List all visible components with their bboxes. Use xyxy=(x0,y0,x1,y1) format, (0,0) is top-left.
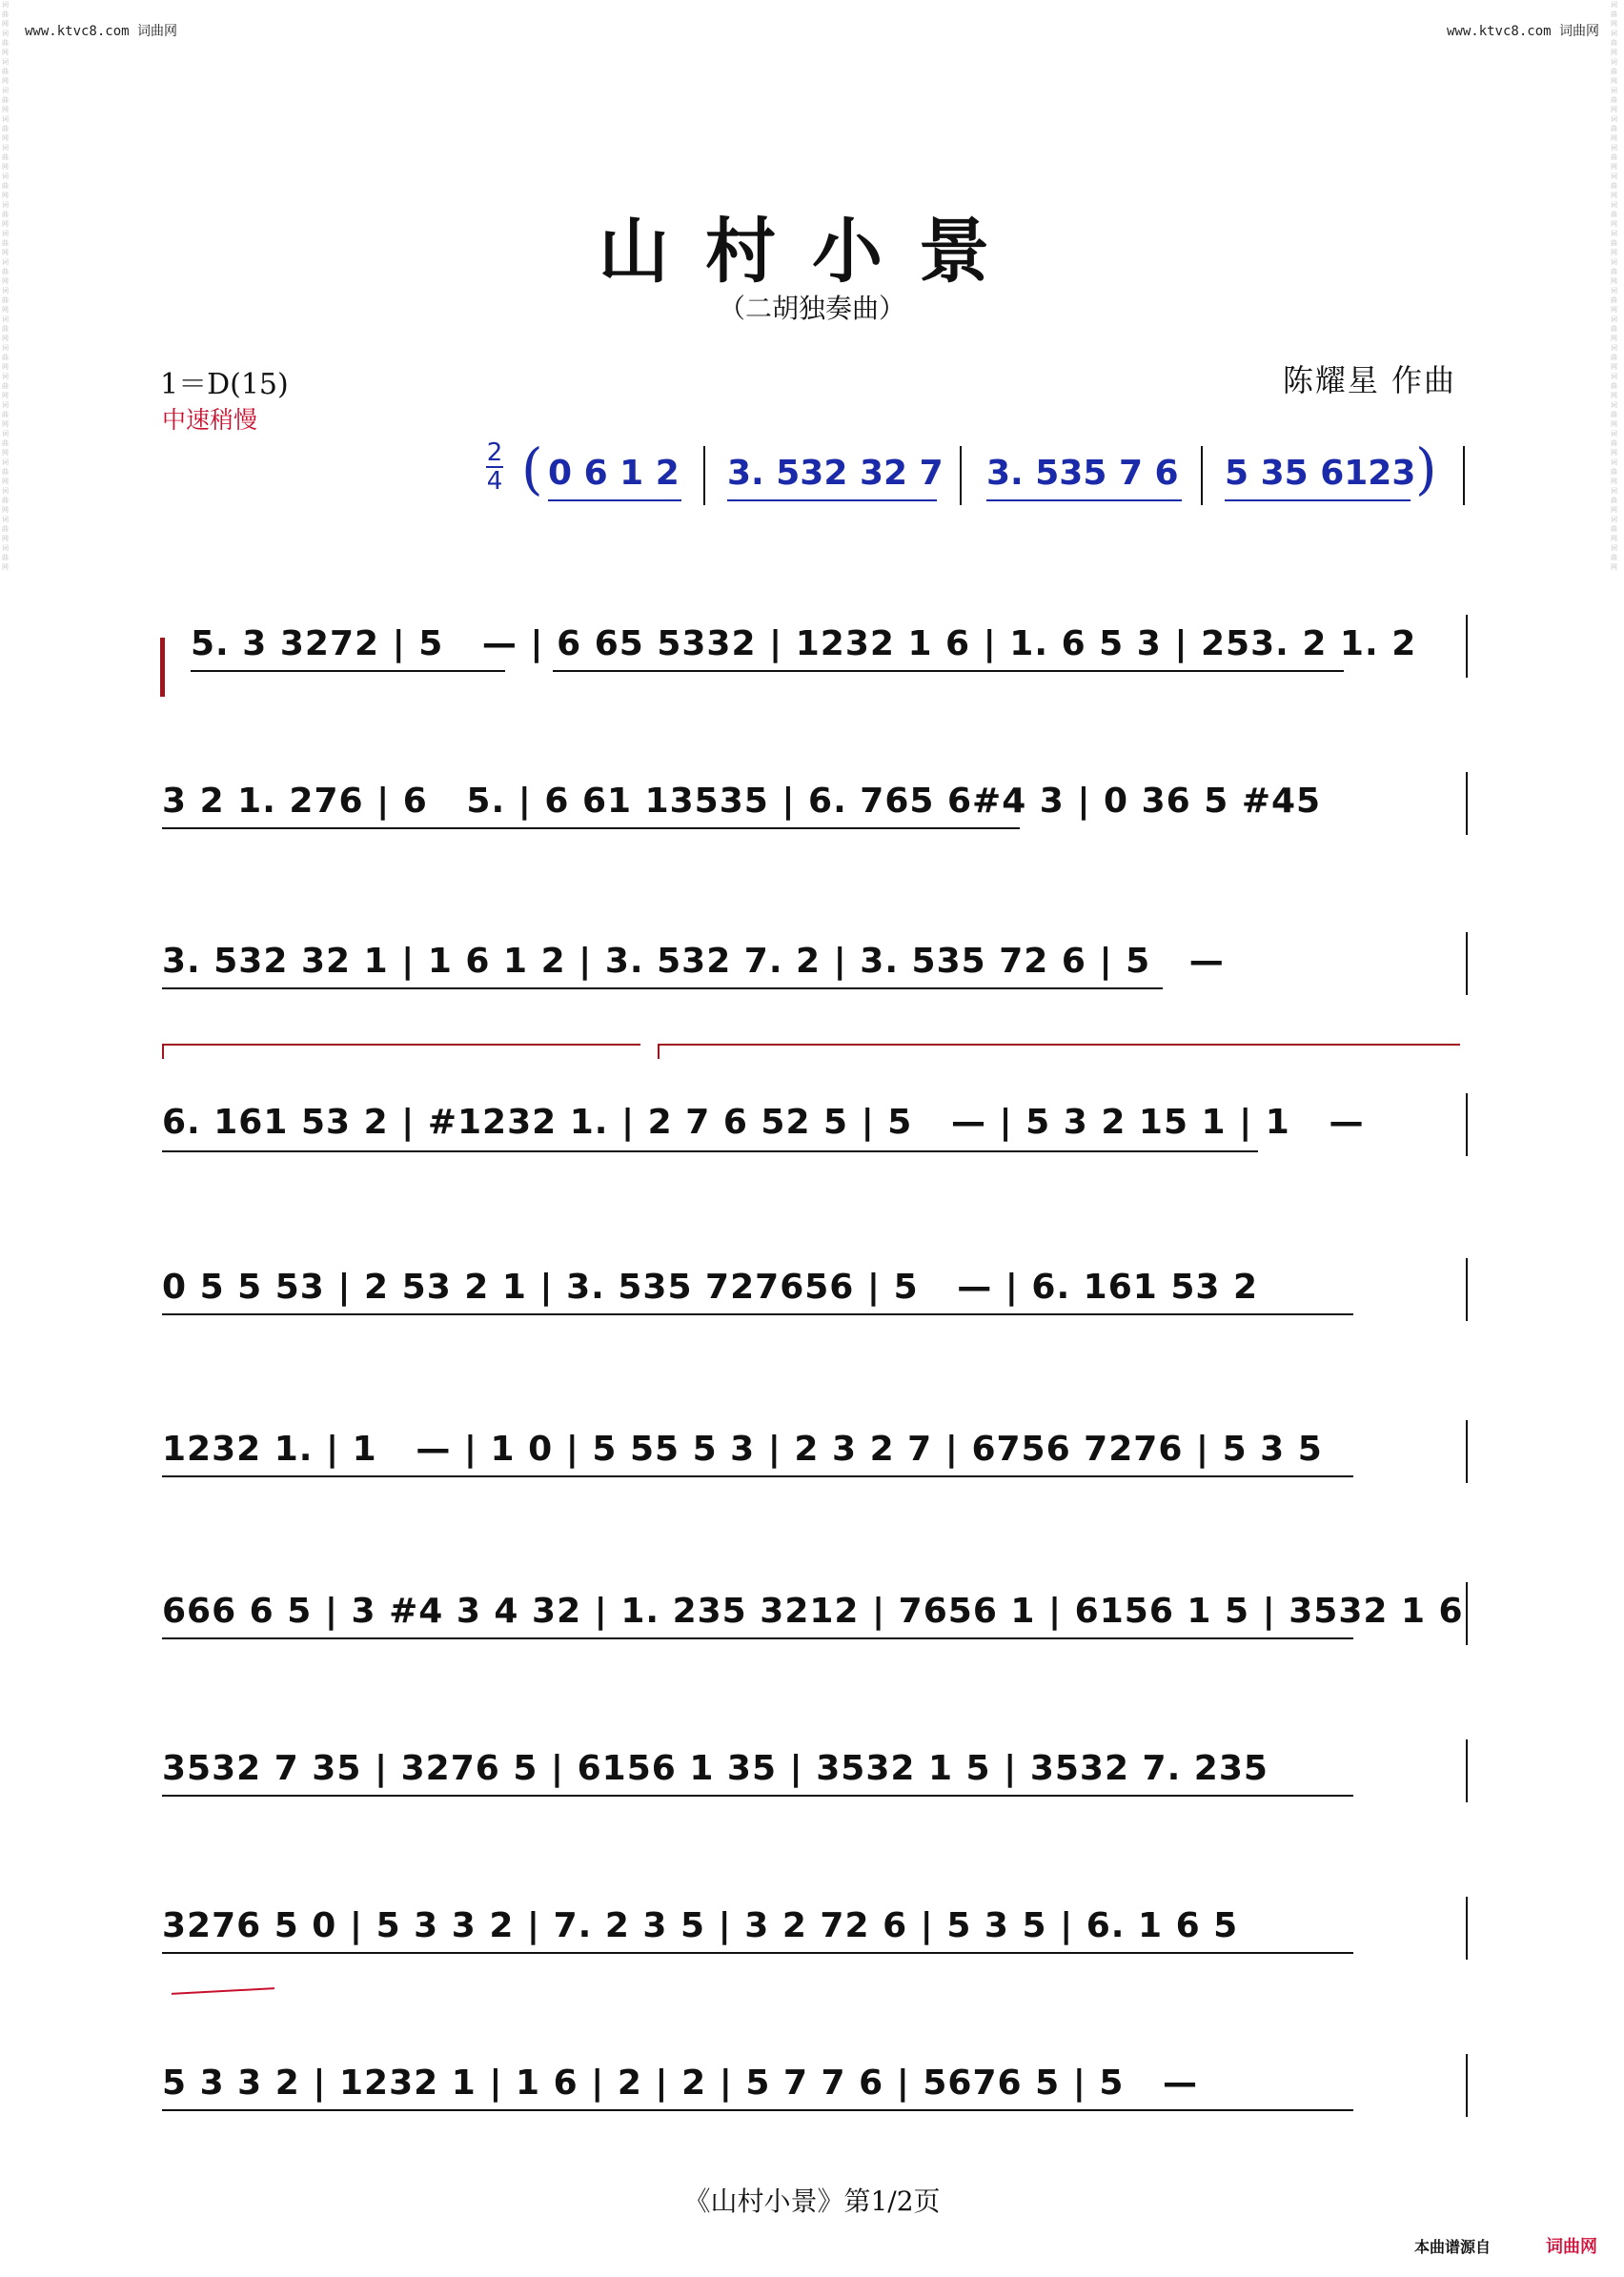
notation-line-3-notes: 3. 532 32 1 | 1 6 1 2 | 3. 532 7. 2 | 3. 535 72 6 | 5 — xyxy=(162,942,1225,981)
notation-line-9-notes: 3276 5 0 | 5 3 3 2 | 7. 2 3 5 | 3 2 72 6 | 5 3 5 | 6. 1 6 5 xyxy=(162,1906,1239,1945)
volta-1-bracket xyxy=(162,1044,640,1059)
beam xyxy=(162,1313,1353,1315)
page-footer: 《山村小景》第1/2页 xyxy=(683,2186,941,2217)
site-logo-link[interactable]: 词曲网 xyxy=(1546,2237,1597,2257)
header-right-url[interactable]: www.ktvc8.com 词曲网 xyxy=(1446,24,1599,39)
key-signature: 1＝D(15) xyxy=(160,368,289,401)
notation-line-8 xyxy=(152,1720,1468,1797)
left-watermark-strip: 词曲网词曲网词曲网词曲网词曲网词曲网词曲网词曲网词曲网词曲网词曲网词曲网词曲网词曲网词曲网词曲网词曲网词曲网词曲网词曲网 xyxy=(2,1,9,571)
notation-line-7 xyxy=(152,1563,1468,1639)
notation-line-4 xyxy=(152,1044,1468,1142)
time-signature-bottom: 4 xyxy=(486,467,503,496)
composer-credit: 陈耀星 作曲 xyxy=(1282,362,1456,398)
right-watermark-strip: 词曲网词曲网词曲网词曲网词曲网词曲网词曲网词曲网词曲网词曲网词曲网词曲网词曲网词曲网词曲网词曲网词曲网词曲网词曲网词曲网 xyxy=(1611,1,1617,571)
beam xyxy=(162,1150,1258,1152)
notation-line-2 xyxy=(152,762,1468,839)
notation-line-1-notes: 5. 3 3272 | 5 — | 6 65 5332 | 1232 1 6 | 1. 6 5 3 | 253. 2 1. 2 xyxy=(191,624,1417,663)
barline xyxy=(1466,2054,1468,2117)
notation-line-7-notes: 666 6 5 | 3 #4 3 4 32 | 1. 235 3212 | 7656 1 | 6156 1 5 | 3532 1 6 xyxy=(162,1592,1464,1631)
barline xyxy=(1466,772,1468,835)
notation-line-6-notes: 1232 1. | 1 — | 1 0 | 5 55 5 3 | 2 3 2 7 | 6756 7276 | 5 3 5 xyxy=(162,1430,1323,1469)
notation-line-3 xyxy=(152,923,1468,999)
notation-line-10-notes: 5 3 3 2 | 1232 1 | 1 6 | 2 | 2 | 5 7 7 6 | 5676 5 | 5 — xyxy=(162,2064,1199,2103)
beam xyxy=(162,827,1020,829)
intro-measure-3: 3. 535 7 6 xyxy=(986,454,1179,493)
beam xyxy=(162,1795,1353,1797)
notation-line-4-notes: 6. 161 53 2 | #1232 1. | 2 7 6 52 5 | 5 — | 5 3 2 15 1 | 1 — xyxy=(162,1103,1365,1142)
intro-measure-1: 0 6 1 2 xyxy=(548,454,680,493)
barline xyxy=(1466,1420,1468,1483)
header-left-url[interactable]: www.ktvc8.com 词曲网 xyxy=(25,24,178,39)
intro-measure-2: 3. 532 32 7 xyxy=(727,454,944,493)
barline xyxy=(1466,1897,1468,1960)
volta-2-bracket xyxy=(658,1044,1460,1059)
notation-line-1 xyxy=(152,605,1468,681)
barline xyxy=(960,446,962,505)
barline xyxy=(1466,1258,1468,1321)
notation-line-5 xyxy=(152,1239,1468,1315)
decrescendo-mark xyxy=(172,1987,274,1995)
notation-line-5-notes: 0 5 5 53 | 2 53 2 1 | 3. 535 727656 | 5 — | 6. 161 53 2 xyxy=(162,1268,1259,1307)
barline xyxy=(703,446,705,505)
intro-line xyxy=(481,437,1472,513)
notation-line-8-notes: 3532 7 35 | 3276 5 | 6156 1 35 | 3532 1 5 | 3532 7. 235 xyxy=(162,1749,1269,1788)
barline xyxy=(1201,446,1203,505)
beam xyxy=(162,1637,1353,1639)
intro-paren-open: ( xyxy=(521,437,543,501)
barline xyxy=(1466,615,1468,678)
score-subtitle: （二胡独奏曲） xyxy=(718,293,905,324)
intro-paren-close: ) xyxy=(1415,437,1437,501)
source-label: 本曲谱源自 xyxy=(1413,2238,1491,2256)
beam xyxy=(553,670,1344,672)
beam xyxy=(162,1952,1353,1954)
notation-line-9 xyxy=(152,1878,1468,1973)
time-signature-top: 2 xyxy=(486,438,503,467)
beam xyxy=(191,670,505,672)
tempo-marking: 中速稍慢 xyxy=(162,406,258,434)
beam xyxy=(1225,499,1411,501)
beam xyxy=(162,2109,1353,2111)
beam xyxy=(548,499,681,501)
repeat-start-bar xyxy=(160,638,165,697)
notation-line-6 xyxy=(152,1401,1468,1477)
barline xyxy=(1466,1093,1468,1156)
score-title: 山村小景 xyxy=(599,211,1025,293)
barline xyxy=(1466,932,1468,995)
beam xyxy=(162,987,1163,989)
intro-measure-4: 5 35 6123 xyxy=(1225,454,1416,493)
beam xyxy=(986,499,1182,501)
beam xyxy=(162,1475,1353,1477)
notation-line-2-notes: 3 2 1. 276 | 6 5. | 6 61 13535 | 6. 765 6#4 3 | 0 36 5 #45 xyxy=(162,782,1322,821)
barline xyxy=(1466,1739,1468,1802)
barline xyxy=(1466,1582,1468,1645)
time-signature xyxy=(486,438,503,496)
notation-line-10 xyxy=(152,2035,1468,2111)
beam xyxy=(727,499,937,501)
barline xyxy=(1463,446,1465,505)
